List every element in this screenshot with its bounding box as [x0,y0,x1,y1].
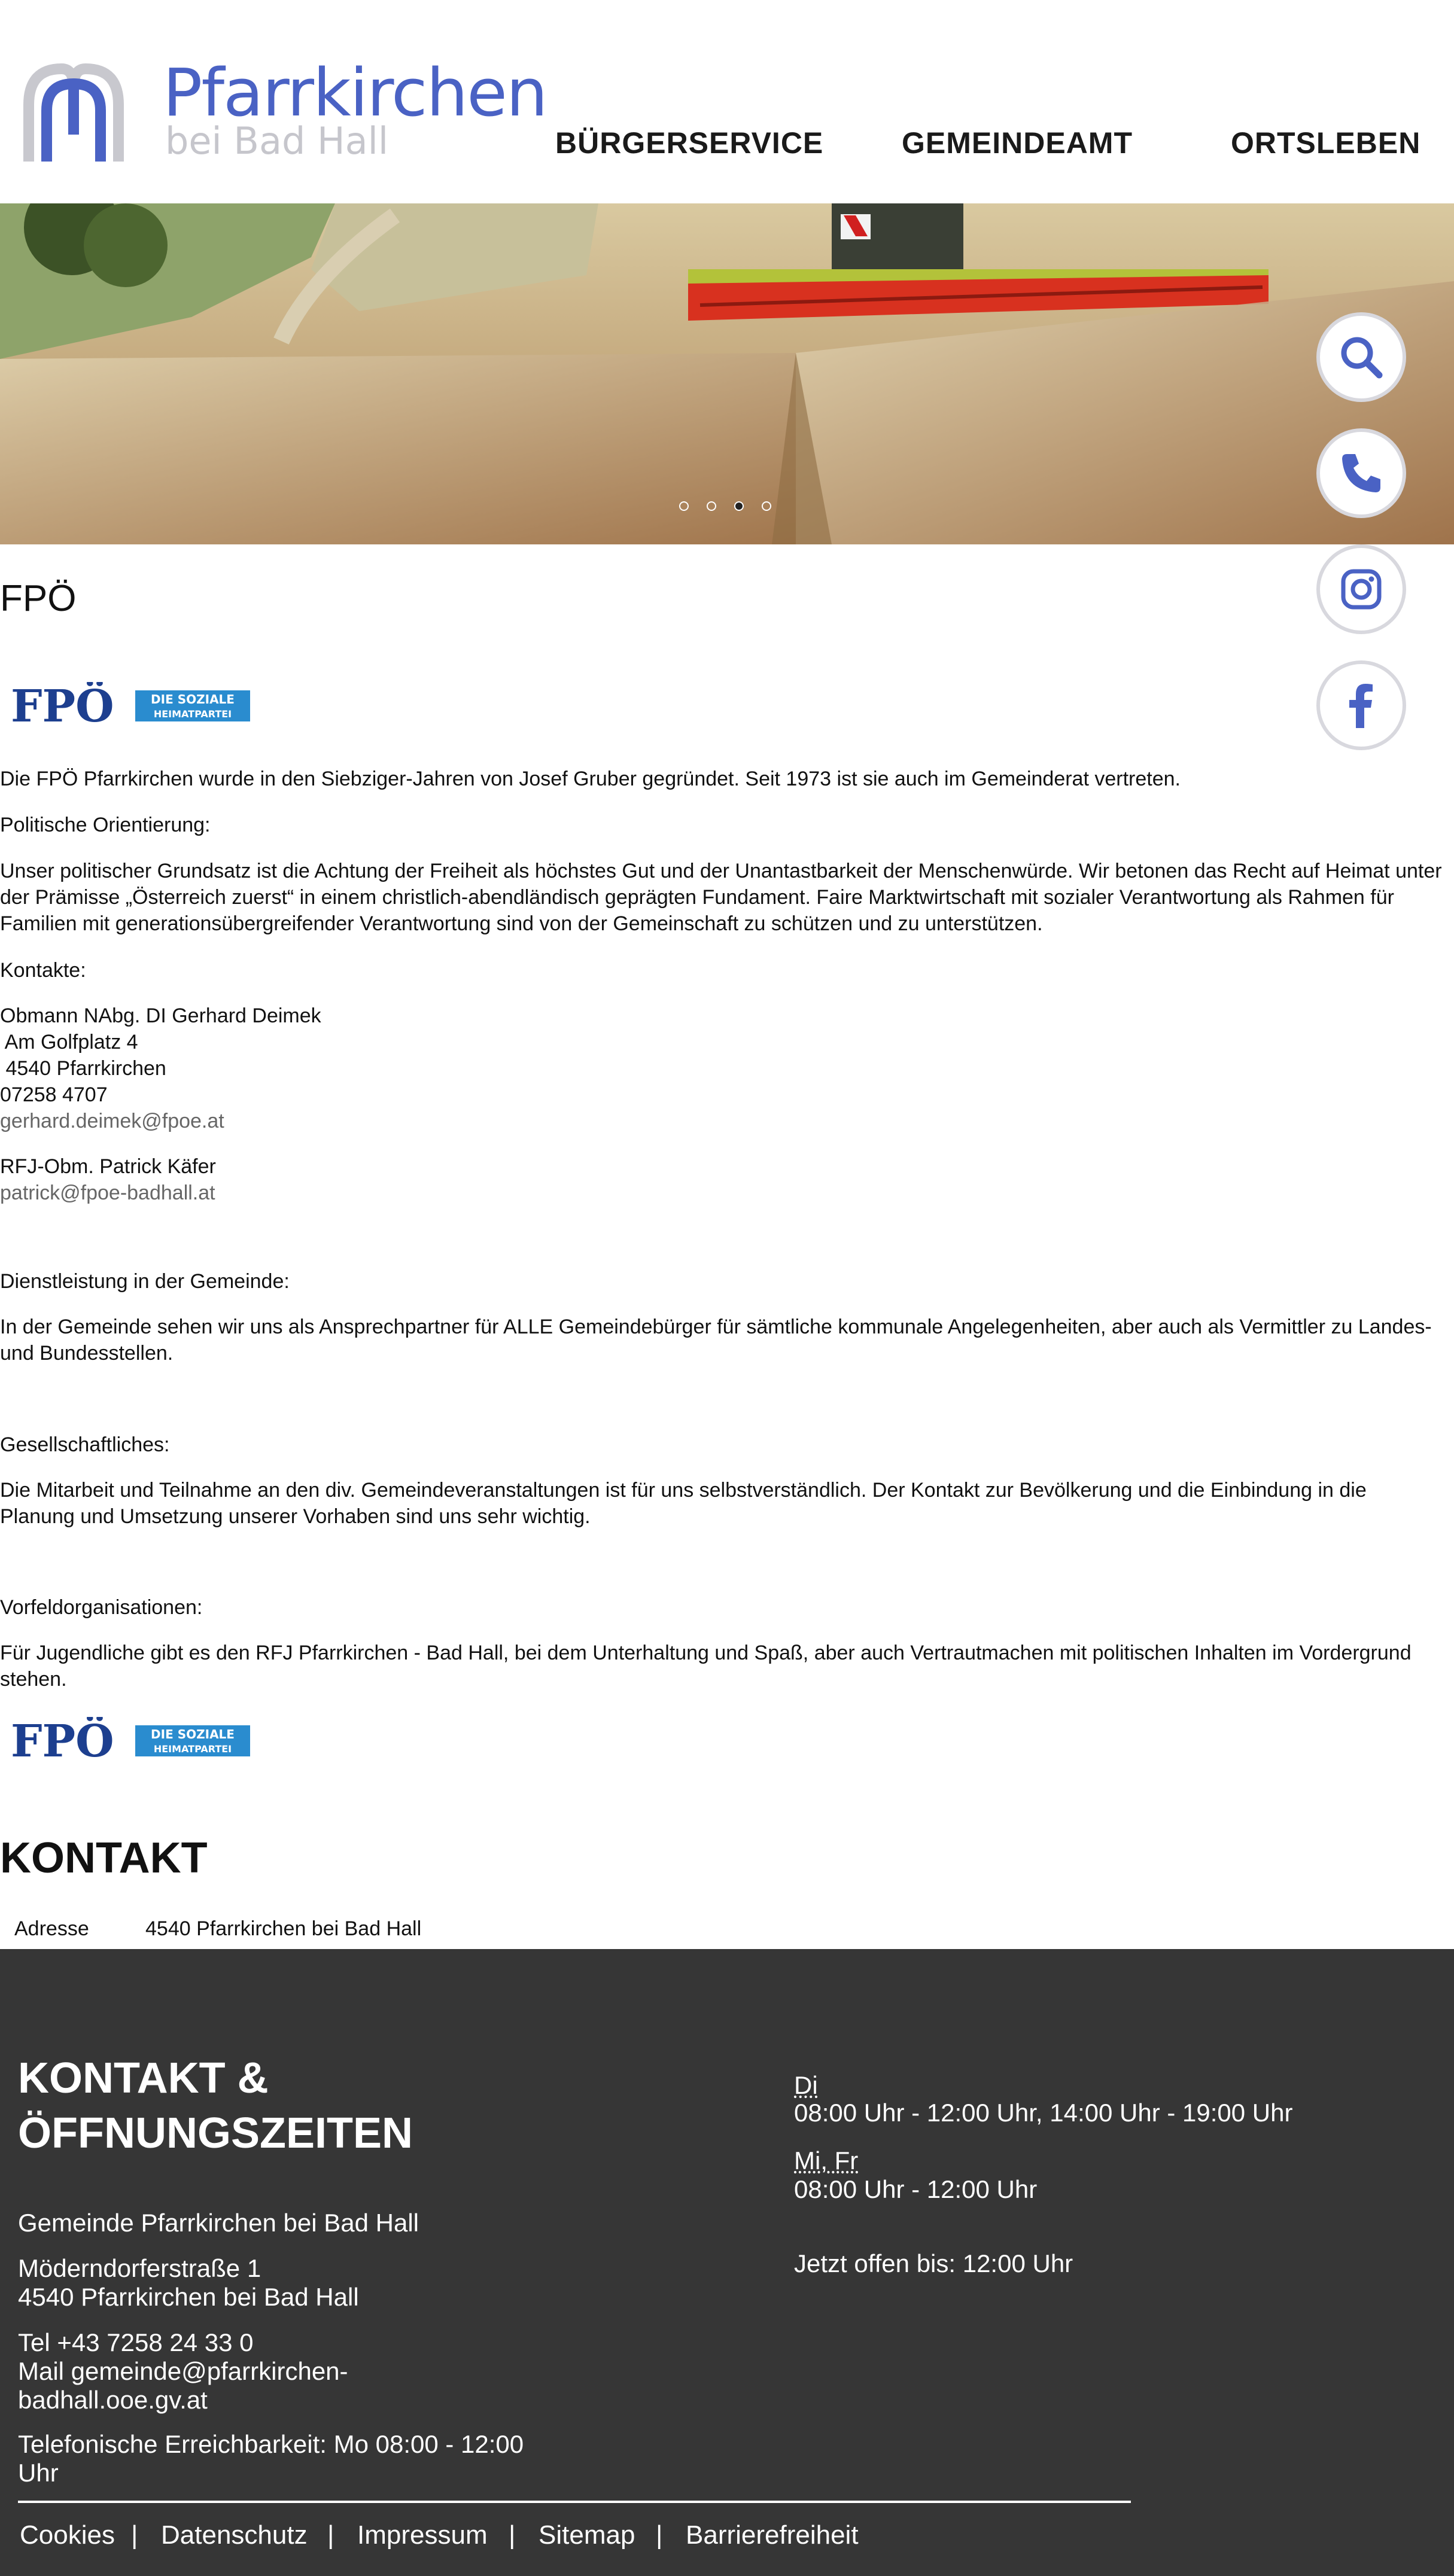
page-title: FPÖ [0,578,77,619]
phone-button[interactable] [1316,428,1406,518]
footer-sep: | [131,2520,138,2550]
intro-text: Die FPÖ Pfarrkirchen wurde in den Siebziger-Jahren von Josef Gruber gegründet. Seit 1973 ist sie auch im Gemeinderat vertreten. [0,768,1181,790]
service-text: In der Gemeinde sehen wir uns als Ansprechpartner für ALLE Gemeindebürger für sämtliche kommunale Angelegenheiten, aber auch als Vermittler zu Landes- und Bundesstellen. [0,1316,1432,1365]
site-header [0,0,1454,203]
footer-tel[interactable]: Tel +43 7258 24 33 0 [18,2328,254,2356]
footer-divider [18,2501,1131,2503]
footer-reach-line-1: Telefonische Erreichbarkeit: Mo 08:00 - 12:00 [18,2430,524,2458]
footer-link-datenschutz[interactable]: Datenschutz [161,2520,308,2550]
kontakt-heading: KONTAKT [0,1834,208,1882]
address-label: Adresse [14,1917,89,1940]
fpo-logo [11,682,250,730]
footer-link-sitemap[interactable]: Sitemap [539,2520,635,2550]
fpo-logo-image [11,682,250,730]
svg-text:DIE SOZIALE: DIE SOZIALE [151,692,235,707]
hours-day-1: Di [794,2071,818,2099]
footer-org-name: Gemeinde Pfarrkirchen bei Bad Hall [18,2209,419,2237]
nav-item-ortsleben[interactable]: ORTSLEBEN [1231,126,1421,160]
hours-time-2: 08:00 Uhr - 12:00 Uhr [794,2175,1038,2203]
fpo-logo-bottom [11,1717,250,1765]
logo-title[interactable]: Pfarrkirchen [163,54,547,131]
phone-icon [1337,449,1385,497]
facebook-button[interactable] [1316,660,1406,750]
hero-image [0,203,1454,544]
footer-mail-line-2[interactable]: badhall.ooe.gv.at [18,2386,208,2414]
svg-text:FPÖ: FPÖ [11,682,114,730]
hours-day-2: Mi, Fr [794,2146,859,2175]
footer-mail-line-1[interactable]: Mail gemeinde@pfarrkirchen- [18,2357,348,2385]
svg-text:FPÖ: FPÖ [11,1717,114,1765]
orgs-label: Vorfeldorganisationen: [0,1596,203,1619]
logo-subtitle[interactable]: bei Bad Hall [165,119,389,163]
footer-title-line-1: KONTAKT & [18,2054,269,2102]
footer-link-barrierefreiheit[interactable]: Barrierefreiheit [686,2520,859,2550]
contacts-label: Kontakte: [0,959,86,982]
contact-2-email-link[interactable]: patrick@fpoe-badhall.at [0,1182,215,1204]
orientation-text: Unser politischer Grundsatz ist die Achtung der Freiheit als höchstes Gut und der Unantastbarkeit der Menschenwürde. Wir betonen das Recht auf Heimat unter der Prämisse „Österreich zuerst“ in einem christlich-abendländisch geprägten Fundament. Faire Marktwirtschaft mit sozialer Verantwortung als Rahmen für Familien mit generationsübergreifender Verantwortung sind von der Gemeinschaft zu schützen und zu unterstützen. [0,860,1442,935]
footer-title-line-2: ÖFFNUNGSZEITEN [18,2109,413,2157]
slider-dot-1[interactable] [679,501,689,511]
footer-sep: | [509,2520,516,2550]
instagram-icon [1340,568,1382,610]
footer-sep: | [656,2520,663,2550]
footer-title [18,2051,413,2161]
svg-text:HEIMATPARTEI: HEIMATPARTEI [153,708,232,720]
social-text: Die Mitarbeit und Teilnahme an den div. Gemeindeveranstaltungen ist für uns selbstverständlich. Der Kontakt zur Bevölkerung und die Einbindung in die Planung und Umsetzung unserer Vorhaben sind uns sehr wichtig. [0,1479,1367,1528]
contact-2-name: RFJ-Obm. Patrick Käfer [0,1155,216,1178]
slider-dot-3[interactable] [734,501,744,511]
site-footer [0,1949,1454,2576]
contact-1-street: Am Golfplatz 4 [0,1031,138,1053]
address-value: 4540 Pfarrkirchen bei Bad Hall [145,1917,422,1940]
social-label: Gesellschaftliches: [0,1433,170,1456]
svg-text:HEIMATPARTEI: HEIMATPARTEI [153,1743,232,1755]
service-label: Dienstleistung in der Gemeinde: [0,1270,290,1293]
contact-1-name: Obmann NAbg. DI Gerhard Deimek [0,1004,321,1027]
svg-text:DIE SOZIALE: DIE SOZIALE [151,1727,235,1741]
contact-1-phone: 07258 4707 [0,1083,108,1106]
search-button[interactable] [1316,312,1406,402]
search-icon [1337,333,1385,381]
main-nav [0,126,1454,162]
facebook-icon [1340,681,1382,729]
slider-dot-4[interactable] [762,501,771,511]
footer-link-impressum[interactable]: Impressum [357,2520,488,2550]
instagram-button[interactable] [1316,544,1406,634]
footer-reach-line-2: Uhr [18,2459,59,2487]
hours-time-1: 08:00 Uhr - 12:00 Uhr, 14:00 Uhr - 19:00 Uhr [794,2099,1293,2127]
open-until-status: Jetzt offen bis: 12:00 Uhr [794,2249,1073,2277]
footer-city: 4540 Pfarrkirchen bei Bad Hall [18,2283,359,2311]
footer-street: Möderndorferstraße 1 [18,2254,261,2282]
fpo-logo-image-bottom [11,1717,250,1765]
contact-1-city: 4540 Pfarrkirchen [0,1057,166,1080]
orientation-label: Politische Orientierung: [0,814,211,836]
slider-dot-2[interactable] [707,501,716,511]
nav-item-buergerservice[interactable]: BÜRGERSERVICE [555,126,824,160]
nav-item-gemeindeamt[interactable]: GEMEINDEAMT [902,126,1133,160]
orgs-text: Für Jugendliche gibt es den RFJ Pfarrkirchen - Bad Hall, bei dem Unterhaltung und Spaß, aber auch Vertrautmachen mit politischen Inhalten im Vordergrund stehen. [0,1642,1412,1691]
footer-sep: | [327,2520,334,2550]
footer-link-cookies[interactable]: Cookies [20,2520,115,2550]
contact-1-email-link[interactable]: gerhard.deimek@fpoe.at [0,1110,224,1132]
hero-slider[interactable] [0,203,1454,544]
